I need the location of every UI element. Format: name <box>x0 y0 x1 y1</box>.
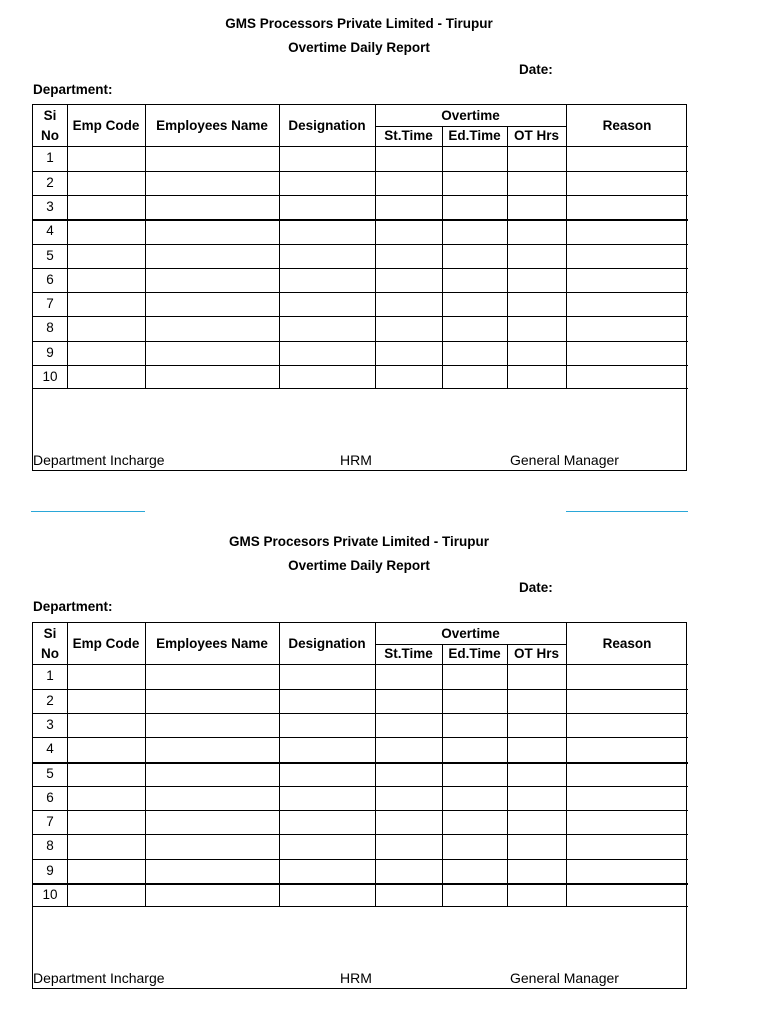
signature-hrm: HRM <box>340 452 372 468</box>
row-number: 9 <box>46 345 54 360</box>
grid-line <box>67 623 68 906</box>
grid-line <box>442 126 443 388</box>
signature-hrm: HRM <box>340 970 372 986</box>
grid-line <box>33 195 688 196</box>
grid-line <box>33 713 688 714</box>
grid-line <box>33 365 688 366</box>
row-number: 4 <box>46 741 54 756</box>
header-ed-time: Ed.Time <box>448 128 501 143</box>
overtime-form-2 <box>0 518 768 1018</box>
grid-line <box>507 644 508 906</box>
grid-line <box>33 859 688 860</box>
signature-department-incharge: Department Incharge <box>33 452 165 468</box>
row-number: 9 <box>46 863 54 878</box>
header-reason: Reason <box>602 117 652 133</box>
grid-line <box>566 105 567 388</box>
signature-general-manager: General Manager <box>510 452 619 468</box>
row-number: 3 <box>46 199 54 214</box>
grid-line <box>33 316 688 317</box>
header-st-time: St.Time <box>384 646 433 661</box>
header-employees-name: Employees Name <box>156 635 268 651</box>
separator-line-right <box>566 511 688 512</box>
grid-line <box>33 341 688 342</box>
header-ot-hrs: OT Hrs <box>513 646 559 661</box>
grid-line <box>33 810 688 811</box>
header-si: Si <box>43 107 57 123</box>
grid-line <box>33 171 688 172</box>
report-title: Overtime Daily Report <box>288 40 430 55</box>
signature-department-incharge: Department Incharge <box>33 970 165 986</box>
grid-line <box>33 292 688 293</box>
grid-line <box>33 219 688 221</box>
grid-line <box>67 105 68 388</box>
header-no: No <box>41 127 59 143</box>
department-label: Department: <box>33 599 113 614</box>
grid-line <box>33 268 688 269</box>
header-emp-code: Emp Code <box>72 635 140 651</box>
row-number: 5 <box>46 766 54 781</box>
company-name: GMS Procesors Private Limited - Tirupur <box>228 534 490 549</box>
grid-line <box>33 906 688 907</box>
overtime-table <box>32 622 687 989</box>
date-label: Date: <box>519 580 553 595</box>
row-number: 5 <box>46 248 54 263</box>
row-number: 10 <box>42 887 58 902</box>
grid-line <box>375 105 376 388</box>
row-number: 6 <box>46 272 54 287</box>
grid-line <box>33 244 688 245</box>
row-number: 7 <box>46 814 54 829</box>
row-number: 8 <box>46 838 54 853</box>
grid-line <box>442 644 443 906</box>
grid-line <box>145 105 146 388</box>
separator-line-left <box>31 511 145 512</box>
grid-line <box>33 737 688 738</box>
date-label: Date: <box>519 62 553 77</box>
row-number: 6 <box>46 790 54 805</box>
header-st-time: St.Time <box>384 128 433 143</box>
grid-line <box>145 623 146 906</box>
grid-line <box>33 689 688 690</box>
row-number: 1 <box>46 668 54 683</box>
company-name: GMS Processors Private Limited - Tirupur <box>225 16 493 31</box>
grid-line <box>507 126 508 388</box>
header-ed-time: Ed.Time <box>448 646 501 661</box>
grid-line <box>33 388 688 389</box>
row-number: 4 <box>46 223 54 238</box>
header-si-no <box>33 105 67 146</box>
grid-line <box>566 623 567 906</box>
grid-line <box>375 623 376 906</box>
grid-line <box>279 623 280 906</box>
overtime-table <box>32 104 687 471</box>
row-number: 10 <box>42 369 58 384</box>
header-designation: Designation <box>288 635 366 651</box>
header-employees-name: Employees Name <box>156 117 268 133</box>
header-no: No <box>41 645 59 661</box>
row-number: 3 <box>46 717 54 732</box>
header-reason: Reason <box>602 635 652 651</box>
row-number: 1 <box>46 150 54 165</box>
header-overtime: Overtime <box>441 107 500 123</box>
row-number: 8 <box>46 320 54 335</box>
row-number: 2 <box>46 693 54 708</box>
signature-general-manager: General Manager <box>510 970 619 986</box>
grid-line <box>33 786 688 787</box>
grid-line <box>33 883 688 885</box>
header-overtime: Overtime <box>441 625 500 641</box>
grid-line <box>33 146 688 147</box>
grid-line <box>375 644 566 645</box>
header-designation: Designation <box>288 117 366 133</box>
header-si: Si <box>43 625 57 641</box>
row-number: 7 <box>46 296 54 311</box>
header-si-no <box>33 623 67 664</box>
grid-line <box>375 126 566 127</box>
header-emp-code: Emp Code <box>72 117 140 133</box>
grid-line <box>33 762 688 764</box>
row-number: 2 <box>46 175 54 190</box>
grid-line <box>33 664 688 665</box>
overtime-form-1 <box>0 0 768 500</box>
grid-line <box>279 105 280 388</box>
header-ot-hrs: OT Hrs <box>513 128 559 143</box>
grid-line <box>33 834 688 835</box>
report-title: Overtime Daily Report <box>288 558 430 573</box>
department-label: Department: <box>33 82 113 97</box>
